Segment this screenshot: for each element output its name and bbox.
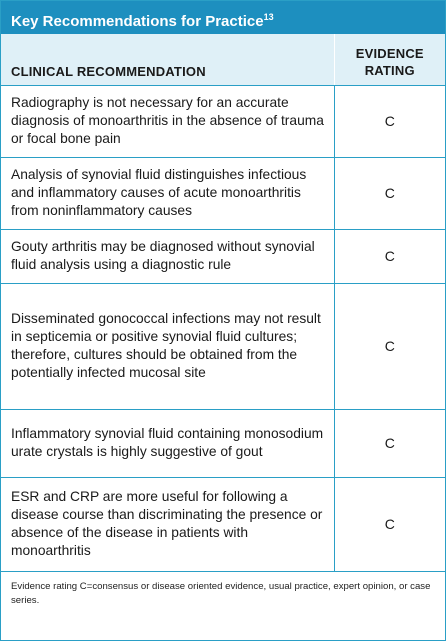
evidence-rating-footnote: Evidence rating C=consensus or disease oriented evidence, usual practice, expert opinion, or case series. (11, 580, 431, 606)
recommendation-cell: Gouty arthritis may be diagnosed without synovial fluid analysis using a diagnostic rule (1, 229, 334, 283)
rating-cell: C (334, 229, 445, 283)
rating-cell: C (334, 283, 445, 409)
recommendation-cell: ESR and CRP are more useful for following a disease course than discriminating the presence or absence of the disease in patients with monoarthritis (1, 477, 334, 571)
recommendation-cell: Disseminated gonococcal infections may not result in septicemia or positive synovial fluid cultures; therefore, cultures should be obtained from the potentially infected mucosal site (1, 283, 334, 409)
table-row (1, 157, 445, 229)
recommendation-cell: Radiography is not necessary for an accurate diagnosis of monoarthritis in the absence of trauma or focal bone pain (1, 85, 334, 157)
rating-cell: C (334, 477, 445, 571)
table-row (1, 283, 445, 409)
rating-cell: C (334, 85, 445, 157)
box-title-reference: 13 (263, 12, 274, 22)
header-evidence-rating (334, 34, 445, 85)
recommendation-cell: Analysis of synovial fluid distinguishes infectious and inflammatory causes of acute monoarthritis from noninflammatory causes (1, 157, 334, 229)
rating-cell: C (334, 409, 445, 477)
box-title-text: Key Recommendations for Practice (11, 13, 264, 30)
table-header-row (1, 34, 445, 85)
recommendation-cell: Inflammatory synovial fluid containing monosodium urate crystals is highly suggestive of gout (1, 409, 334, 477)
table-row (1, 85, 445, 157)
rating-cell: C (334, 157, 445, 229)
header-evidence-rating-line1: EVIDENCE (355, 45, 424, 61)
table-row (1, 477, 445, 571)
box-title (1, 1, 445, 34)
table-row (1, 409, 445, 477)
header-clinical-recommendation: CLINICAL RECOMMENDATION (1, 34, 334, 85)
table-row (1, 229, 445, 283)
header-evidence-rating-line2: RATING (364, 62, 415, 78)
recommendations-table (1, 34, 445, 572)
